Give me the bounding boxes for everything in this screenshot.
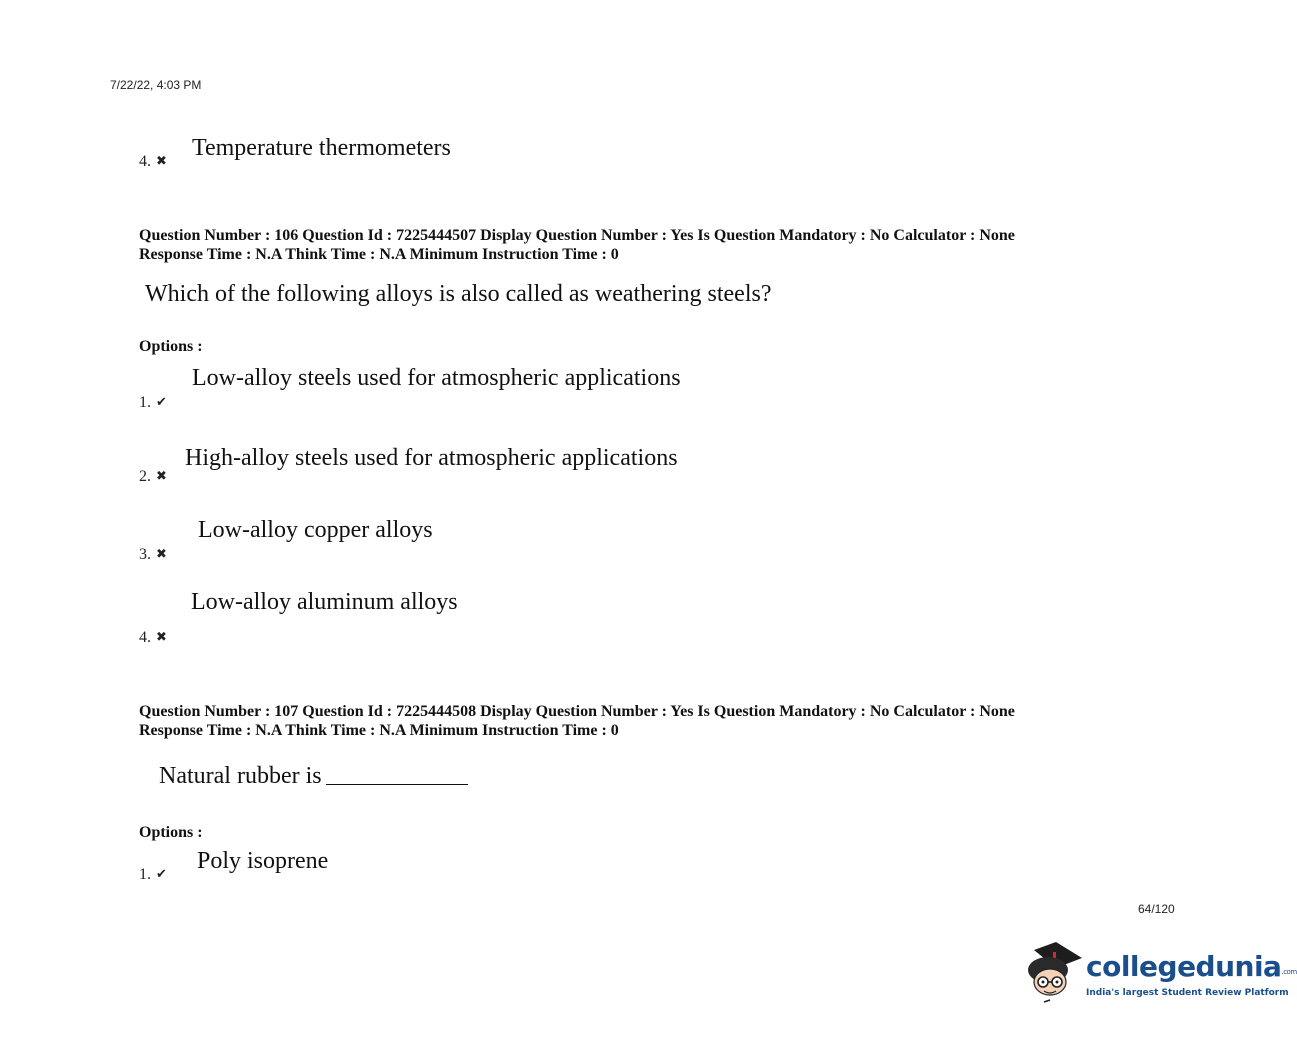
options-label: Options : [139, 338, 203, 355]
option-number: 2. ✖ [139, 468, 167, 485]
option-text: High-alloy steels used for atmospheric applications [185, 445, 678, 471]
fill-in-blank [326, 783, 468, 785]
logo-tagline: India's largest Student Review Platform [1086, 988, 1289, 998]
wrong-mark-icon: ✖ [156, 546, 167, 561]
option-number: 1. ✔ [139, 394, 167, 411]
correct-mark-icon: ✔ [156, 866, 167, 881]
options-label: Options : [139, 824, 203, 841]
option-text: Low-alloy aluminum alloys [191, 589, 458, 615]
wrong-mark-icon: ✖ [156, 468, 167, 483]
option-number: 3. ✖ [139, 546, 167, 563]
question-meta [139, 226, 1015, 264]
question-text: Which of the following alloys is also called as weathering steels? [145, 281, 772, 307]
question-meta-line2: Response Time : N.A Think Time : N.A Minimum Instruction Time : 0 [139, 722, 619, 739]
option-text: Poly isoprene [197, 848, 329, 874]
correct-mark-icon: ✔ [156, 394, 167, 409]
option-text: Low-alloy steels used for atmospheric applications [192, 365, 681, 391]
question-meta-line1: Question Number : 107 Question Id : 7225444508 Display Question Number : Yes Is Question Mandatory : No Calculator : None [139, 703, 1015, 720]
question-meta-line2: Response Time : N.A Think Time : N.A Minimum Instruction Time : 0 [139, 246, 619, 263]
option-number: 4. ✖ [139, 629, 167, 646]
logo-name: collegedunia.com [1086, 950, 1297, 983]
wrong-mark-icon: ✖ [156, 153, 167, 168]
collegedunia-logo [1026, 940, 1297, 1010]
print-timestamp: 7/22/22, 4:03 PM [110, 78, 202, 92]
option-text: Low-alloy copper alloys [198, 517, 433, 543]
page-number: 64/120 [1138, 902, 1175, 916]
question-meta-line1: Question Number : 106 Question Id : 7225444507 Display Question Number : Yes Is Question Mandatory : No Calculator : None [139, 227, 1015, 244]
option-number: 4. ✖ [139, 153, 167, 170]
question-meta [139, 702, 1015, 740]
wrong-mark-icon: ✖ [156, 629, 167, 644]
option-text: Temperature thermometers [192, 135, 451, 161]
option-number: 1. ✔ [139, 866, 167, 883]
mascot-icon [1026, 940, 1084, 1006]
question-text: Natural rubber is [159, 763, 468, 790]
